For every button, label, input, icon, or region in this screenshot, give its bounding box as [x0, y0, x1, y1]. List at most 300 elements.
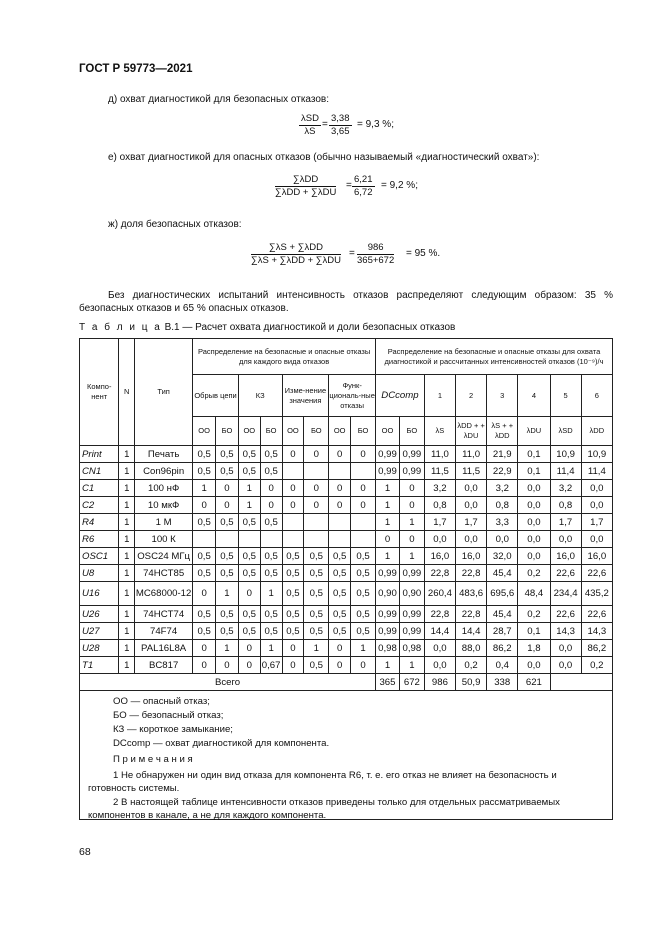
value-cell: 0	[304, 480, 329, 497]
item-zh-denominator: ∑λS + ∑λDD + ∑λDU	[251, 255, 341, 266]
value-cell	[329, 531, 351, 548]
value-cell: 3,2	[424, 480, 455, 497]
value-cell: 0,0	[518, 657, 550, 674]
value-cell: 45,4	[487, 606, 518, 623]
value-cell	[193, 531, 216, 548]
value-cell: 0,5	[193, 514, 216, 531]
value-cell: 0,0	[518, 531, 550, 548]
value-cell: 0,5	[193, 446, 216, 463]
value-cell: 0,5	[193, 463, 216, 480]
total-value: 621	[518, 674, 550, 691]
value-cell: 1	[216, 640, 239, 657]
value-cell: 14,3	[550, 623, 581, 640]
value-cell: 3,3	[487, 514, 518, 531]
value-cell: 0,5	[238, 623, 260, 640]
value-cell	[282, 531, 304, 548]
value-cell: 0,99	[376, 565, 400, 582]
value-cell: 0,5	[329, 623, 351, 640]
head-sym-1: λS	[424, 417, 455, 446]
head-sym-5: λSD	[550, 417, 581, 446]
n-cell: 1	[119, 463, 135, 480]
table-row	[80, 640, 613, 657]
table-row	[80, 531, 613, 548]
value-cell: 0,0	[456, 497, 487, 514]
item-e-values	[352, 174, 375, 199]
value-cell	[351, 514, 376, 531]
component-cell: OSC1	[80, 548, 119, 565]
value-cell: 0	[238, 640, 260, 657]
component-cell: R4	[80, 514, 119, 531]
value-cell: 0,1	[518, 623, 550, 640]
value-cell: 1,7	[424, 514, 455, 531]
n-cell: 1	[119, 514, 135, 531]
value-cell: 0	[216, 497, 239, 514]
value-cell: 0	[238, 657, 260, 674]
value-cell: 0	[238, 582, 260, 606]
item-d-values	[329, 113, 352, 138]
value-cell	[304, 514, 329, 531]
head-col-1: 1	[424, 375, 455, 417]
value-cell: 483,6	[456, 582, 487, 606]
head-component: Компо-нент	[80, 339, 119, 446]
value-cell: 0,5	[329, 582, 351, 606]
value-cell: 0	[399, 497, 424, 514]
value-cell: 1,7	[550, 514, 581, 531]
value-cell: 0,0	[581, 480, 612, 497]
n-cell: 1	[119, 548, 135, 565]
item-zh-fraction	[251, 242, 341, 267]
value-cell: 86,2	[487, 640, 518, 657]
value-cell: 0	[282, 657, 304, 674]
type-cell: OSC24 МГц	[135, 548, 193, 565]
value-cell: 0	[282, 480, 304, 497]
value-cell: 0	[193, 497, 216, 514]
component-cell: C1	[80, 480, 119, 497]
value-cell: 0	[329, 497, 351, 514]
value-cell: 0,2	[518, 565, 550, 582]
item-d-text: д) охват диагностикой для безопасных отказов:	[108, 94, 329, 105]
value-cell: 0,0	[424, 531, 455, 548]
value-cell: 0,5	[304, 582, 329, 606]
value-cell	[216, 531, 239, 548]
value-cell	[304, 463, 329, 480]
value-cell: 22,6	[550, 565, 581, 582]
n-cell: 1	[119, 446, 135, 463]
value-cell: 0,99	[399, 623, 424, 640]
value-cell: 0,5	[351, 582, 376, 606]
value-cell: 0,8	[487, 497, 518, 514]
value-cell: 1	[193, 480, 216, 497]
value-cell: 0,5	[260, 565, 282, 582]
value-cell: 260,4	[424, 582, 455, 606]
value-cell: 0	[351, 497, 376, 514]
total-value: 672	[399, 674, 424, 691]
table-row	[80, 497, 613, 514]
value-cell: 1,7	[581, 514, 612, 531]
value-cell: 695,6	[487, 582, 518, 606]
value-cell: 0	[399, 480, 424, 497]
value-cell: 0,99	[399, 446, 424, 463]
value-cell: 0,0	[456, 531, 487, 548]
value-cell: 1	[376, 548, 400, 565]
value-cell: 0	[282, 640, 304, 657]
value-cell: 0,5	[282, 606, 304, 623]
value-cell: 0	[304, 497, 329, 514]
value-cell: 0,5	[282, 565, 304, 582]
value-cell: 0,5	[193, 548, 216, 565]
body-paragraph: Без диагностических испытаний интенсивность отказов распределяют следующим образом: 35 % безопасных отказов и 65 % опасных отказов.	[79, 290, 613, 314]
value-cell: 0,5	[329, 548, 351, 565]
component-cell: U8	[80, 565, 119, 582]
n-cell: 1	[119, 657, 135, 674]
value-cell: 1	[399, 657, 424, 674]
value-cell: 0	[376, 531, 400, 548]
item-e-result: = 9,2 %;	[381, 180, 418, 191]
value-cell: 0,5	[216, 606, 239, 623]
value-cell: 0,0	[550, 531, 581, 548]
head-sym-4: λDU	[518, 417, 550, 446]
value-cell: 22,8	[424, 606, 455, 623]
head-short-circuit: КЗ	[238, 375, 282, 417]
value-cell: 10,9	[550, 446, 581, 463]
value-cell: 234,4	[550, 582, 581, 606]
value-cell: 0,5	[193, 606, 216, 623]
value-cell: 0,5	[329, 565, 351, 582]
component-cell: T1	[80, 657, 119, 674]
value-cell: 435,2	[581, 582, 612, 606]
table-notes	[79, 688, 613, 820]
value-cell: 1	[376, 480, 400, 497]
value-cell: 1	[351, 640, 376, 657]
n-cell: 1	[119, 497, 135, 514]
item-e-value-den: 6,72	[354, 187, 373, 198]
n-cell: 1	[119, 480, 135, 497]
value-cell: 0	[399, 531, 424, 548]
value-cell: 0,5	[282, 623, 304, 640]
head-oo: ОО	[282, 417, 304, 446]
component-cell: Print	[80, 446, 119, 463]
type-cell: Печать	[135, 446, 193, 463]
value-cell: 0,0	[518, 480, 550, 497]
value-cell: 0,5	[216, 463, 239, 480]
component-cell: U27	[80, 623, 119, 640]
value-cell: 0	[193, 582, 216, 606]
value-cell: 0,5	[193, 623, 216, 640]
value-cell: 1	[238, 480, 260, 497]
value-cell: 0,8	[550, 497, 581, 514]
value-cell: 0,8	[424, 497, 455, 514]
value-cell: 0,0	[424, 640, 455, 657]
value-cell: 0,5	[216, 623, 239, 640]
notes-title: П р и м е ч а н и я	[113, 754, 193, 765]
head-oo: ОО	[376, 417, 400, 446]
head-group-diagnostics: Распределение на безопасные и опасные отказы для охвата диагностикой и рассчитанных интенсивностей отказов (10⁻⁹)/ч	[376, 339, 613, 375]
value-cell: 0,4	[487, 657, 518, 674]
value-cell: 0	[282, 446, 304, 463]
value-cell: 1	[216, 582, 239, 606]
head-group-distribution: Распределение на безопасные и опасные отказы для каждого вида отказов	[193, 339, 376, 375]
document-standard-header: ГОСТ Р 59773—2021	[79, 63, 193, 75]
value-cell: 1	[238, 497, 260, 514]
legend-dc: DCcomp — охват диагностикой для компонента.	[113, 738, 330, 749]
table-body	[80, 446, 613, 674]
head-col-4: 4	[518, 375, 550, 417]
type-cell: 100 К	[135, 531, 193, 548]
value-cell: 0,0	[518, 497, 550, 514]
value-cell: 0	[260, 480, 282, 497]
value-cell: 0	[260, 497, 282, 514]
value-cell: 0,2	[518, 606, 550, 623]
value-cell: 0,5	[216, 548, 239, 565]
value-cell: 0,5	[238, 446, 260, 463]
n-cell: 1	[119, 640, 135, 657]
value-cell: 0,5	[260, 446, 282, 463]
value-cell: 86,2	[581, 640, 612, 657]
table-row	[80, 623, 613, 640]
value-cell: 0,0	[581, 531, 612, 548]
value-cell: 48,4	[518, 582, 550, 606]
value-cell: 11,4	[550, 463, 581, 480]
total-label: Всего	[80, 674, 376, 691]
value-cell: 3,2	[487, 480, 518, 497]
value-cell: 0,0	[518, 514, 550, 531]
value-cell: 28,7	[487, 623, 518, 640]
value-cell: 1	[304, 640, 329, 657]
value-cell: 32,0	[487, 548, 518, 565]
value-cell: 0,5	[304, 623, 329, 640]
value-cell: 10,9	[581, 446, 612, 463]
total-value: 986	[424, 674, 455, 691]
head-oo: ОО	[329, 417, 351, 446]
head-oo: ОО	[193, 417, 216, 446]
value-cell	[282, 514, 304, 531]
legend-kz: КЗ — короткое замыкание;	[113, 724, 233, 735]
value-cell: 0,5	[238, 463, 260, 480]
value-cell	[351, 463, 376, 480]
value-cell: 16,0	[456, 548, 487, 565]
type-cell: 74F74	[135, 623, 193, 640]
item-e-text: е) охват диагностикой для опасных отказов (обычно называемый «диагностический охват»):	[108, 152, 540, 163]
value-cell: 0,5	[351, 623, 376, 640]
head-bo: БО	[216, 417, 239, 446]
head-sym-6: λDD	[581, 417, 612, 446]
value-cell: 0,5	[216, 565, 239, 582]
value-cell: 45,4	[487, 565, 518, 582]
value-cell: 0,5	[260, 548, 282, 565]
total-value: 50,9	[456, 674, 487, 691]
value-cell: 22,9	[487, 463, 518, 480]
value-cell: 3,2	[550, 480, 581, 497]
head-bo: БО	[304, 417, 329, 446]
n-cell: 1	[119, 531, 135, 548]
type-cell: MC68000-12	[135, 582, 193, 606]
type-cell: 10 мкФ	[135, 497, 193, 514]
value-cell: 0	[329, 446, 351, 463]
value-cell: 1	[399, 548, 424, 565]
value-cell: 0,0	[456, 480, 487, 497]
value-cell: 0,99	[399, 463, 424, 480]
component-cell: C2	[80, 497, 119, 514]
value-cell: 0	[329, 640, 351, 657]
value-cell: 1	[260, 582, 282, 606]
legend-bo: БО — безопасный отказ;	[113, 710, 224, 721]
value-cell: 0,5	[351, 606, 376, 623]
value-cell: 88,0	[456, 640, 487, 657]
value-cell: 0,90	[399, 582, 424, 606]
note-2: 2 В настоящей таблице интенсивности отказов приведены только для отдельных рассматриваемых компонентов в канале, а не для каждого компонента.	[88, 797, 560, 821]
value-cell: 0,99	[399, 606, 424, 623]
value-cell: 0,5	[260, 514, 282, 531]
value-cell: 16,0	[424, 548, 455, 565]
value-cell: 0,98	[376, 640, 400, 657]
value-cell: 1,8	[518, 640, 550, 657]
item-zh-text: ж) доля безопасных отказов:	[108, 219, 242, 230]
head-n: N	[119, 339, 135, 446]
head-oo: ОО	[238, 417, 260, 446]
table-caption	[79, 322, 455, 333]
value-cell	[282, 463, 304, 480]
table-row	[80, 657, 613, 674]
value-cell: 0	[304, 446, 329, 463]
value-cell: 0	[351, 657, 376, 674]
value-cell: 14,4	[456, 623, 487, 640]
component-cell: R6	[80, 531, 119, 548]
component-cell: U26	[80, 606, 119, 623]
page-number: 68	[79, 846, 91, 858]
value-cell: 0,5	[238, 606, 260, 623]
value-cell: 11,5	[456, 463, 487, 480]
value-cell: 0,98	[399, 640, 424, 657]
value-cell: 0	[216, 480, 239, 497]
n-cell: 1	[119, 623, 135, 640]
value-cell: 1	[376, 497, 400, 514]
value-cell: 0,0	[518, 548, 550, 565]
value-cell	[329, 514, 351, 531]
value-cell: 0,5	[260, 463, 282, 480]
table-row	[80, 446, 613, 463]
item-d-fraction	[299, 113, 321, 138]
value-cell: 11,4	[581, 463, 612, 480]
value-cell: 0,99	[376, 463, 400, 480]
type-cell: 74HCT74	[135, 606, 193, 623]
value-cell: 0	[193, 640, 216, 657]
value-cell: 0,0	[487, 531, 518, 548]
note-1: 1 Не обнаружен ни один вид отказа для компонента R6, т. е. его отказ не влияет на безопасность и готовность системы.	[88, 770, 557, 794]
value-cell: 0	[216, 657, 239, 674]
value-cell: 0,1	[518, 463, 550, 480]
value-cell: 1	[260, 640, 282, 657]
value-cell: 0,0	[424, 657, 455, 674]
value-cell: 0,5	[238, 565, 260, 582]
value-cell: 0,5	[282, 582, 304, 606]
value-cell: 22,6	[581, 606, 612, 623]
total-value: 365	[376, 674, 400, 691]
head-bo: БО	[351, 417, 376, 446]
value-cell: 0,99	[376, 446, 400, 463]
value-cell: 0,2	[456, 657, 487, 674]
value-cell: 22,6	[581, 565, 612, 582]
value-cell: 0	[193, 657, 216, 674]
value-cell: 0,5	[304, 548, 329, 565]
value-cell: 22,6	[550, 606, 581, 623]
type-cell: BC817	[135, 657, 193, 674]
value-cell: 0,1	[518, 446, 550, 463]
value-cell: 14,4	[424, 623, 455, 640]
value-cell: 0,5	[282, 548, 304, 565]
n-cell: 1	[119, 606, 135, 623]
value-cell: 0,5	[193, 565, 216, 582]
value-cell: 0,5	[238, 548, 260, 565]
value-cell: 0	[351, 480, 376, 497]
value-cell: 0	[329, 480, 351, 497]
item-d-value-den: 3,65	[331, 126, 350, 137]
value-cell: 22,8	[424, 565, 455, 582]
table-caption-text: В.1 — Расчет охвата диагностикой и доли безопасных отказов	[164, 322, 456, 333]
value-cell: 0,5	[216, 446, 239, 463]
table-row	[80, 582, 613, 606]
value-cell: 1	[376, 514, 400, 531]
type-cell: 100 нФ	[135, 480, 193, 497]
value-cell: 16,0	[581, 548, 612, 565]
value-cell: 14,3	[581, 623, 612, 640]
component-cell: CN1	[80, 463, 119, 480]
type-cell: 1 М	[135, 514, 193, 531]
item-e-fraction	[275, 174, 336, 199]
value-cell: 0,5	[260, 623, 282, 640]
value-cell: 0	[351, 446, 376, 463]
value-cell: 0,5	[260, 606, 282, 623]
item-zh-numerator: ∑λS + ∑λDD	[251, 242, 341, 255]
value-cell: 0,90	[376, 582, 400, 606]
value-cell: 11,5	[424, 463, 455, 480]
value-cell: 21,9	[487, 446, 518, 463]
type-cell: PAL16L8A	[135, 640, 193, 657]
value-cell: 0,2	[581, 657, 612, 674]
item-e-value-num: 6,21	[354, 174, 373, 185]
value-cell: 0,5	[304, 565, 329, 582]
component-cell: U28	[80, 640, 119, 657]
value-cell: 0,5	[351, 548, 376, 565]
head-col-2: 2	[456, 375, 487, 417]
item-e-numerator: ∑λDD	[275, 174, 336, 187]
value-cell: 1,7	[456, 514, 487, 531]
item-zh-result: = 95 %.	[406, 248, 441, 259]
n-cell: 1	[119, 565, 135, 582]
table-row	[80, 463, 613, 480]
table-row	[80, 606, 613, 623]
head-sym-3: λS + + λDD	[487, 417, 518, 446]
item-zh-value-den: 365+672	[357, 255, 395, 266]
value-cell: 0,5	[351, 565, 376, 582]
item-d-numerator: λSD	[301, 113, 319, 124]
value-cell: 0,5	[216, 514, 239, 531]
head-value-drift: Изме-нение значения	[282, 375, 329, 417]
head-sym-2: λDD + + λDU	[456, 417, 487, 446]
value-cell: 0,0	[550, 657, 581, 674]
value-cell: 0,67	[260, 657, 282, 674]
value-cell: 22,8	[456, 565, 487, 582]
type-cell: Con96pin	[135, 463, 193, 480]
table-row	[80, 514, 613, 531]
type-cell: 74HCT85	[135, 565, 193, 582]
table-caption-label: Т а б л и ц а	[79, 322, 162, 333]
total-value: 338	[487, 674, 518, 691]
head-bo: БО	[260, 417, 282, 446]
value-cell: 0	[329, 657, 351, 674]
head-type: Тип	[135, 339, 193, 446]
n-cell: 1	[119, 582, 135, 606]
value-cell: 22,8	[456, 606, 487, 623]
